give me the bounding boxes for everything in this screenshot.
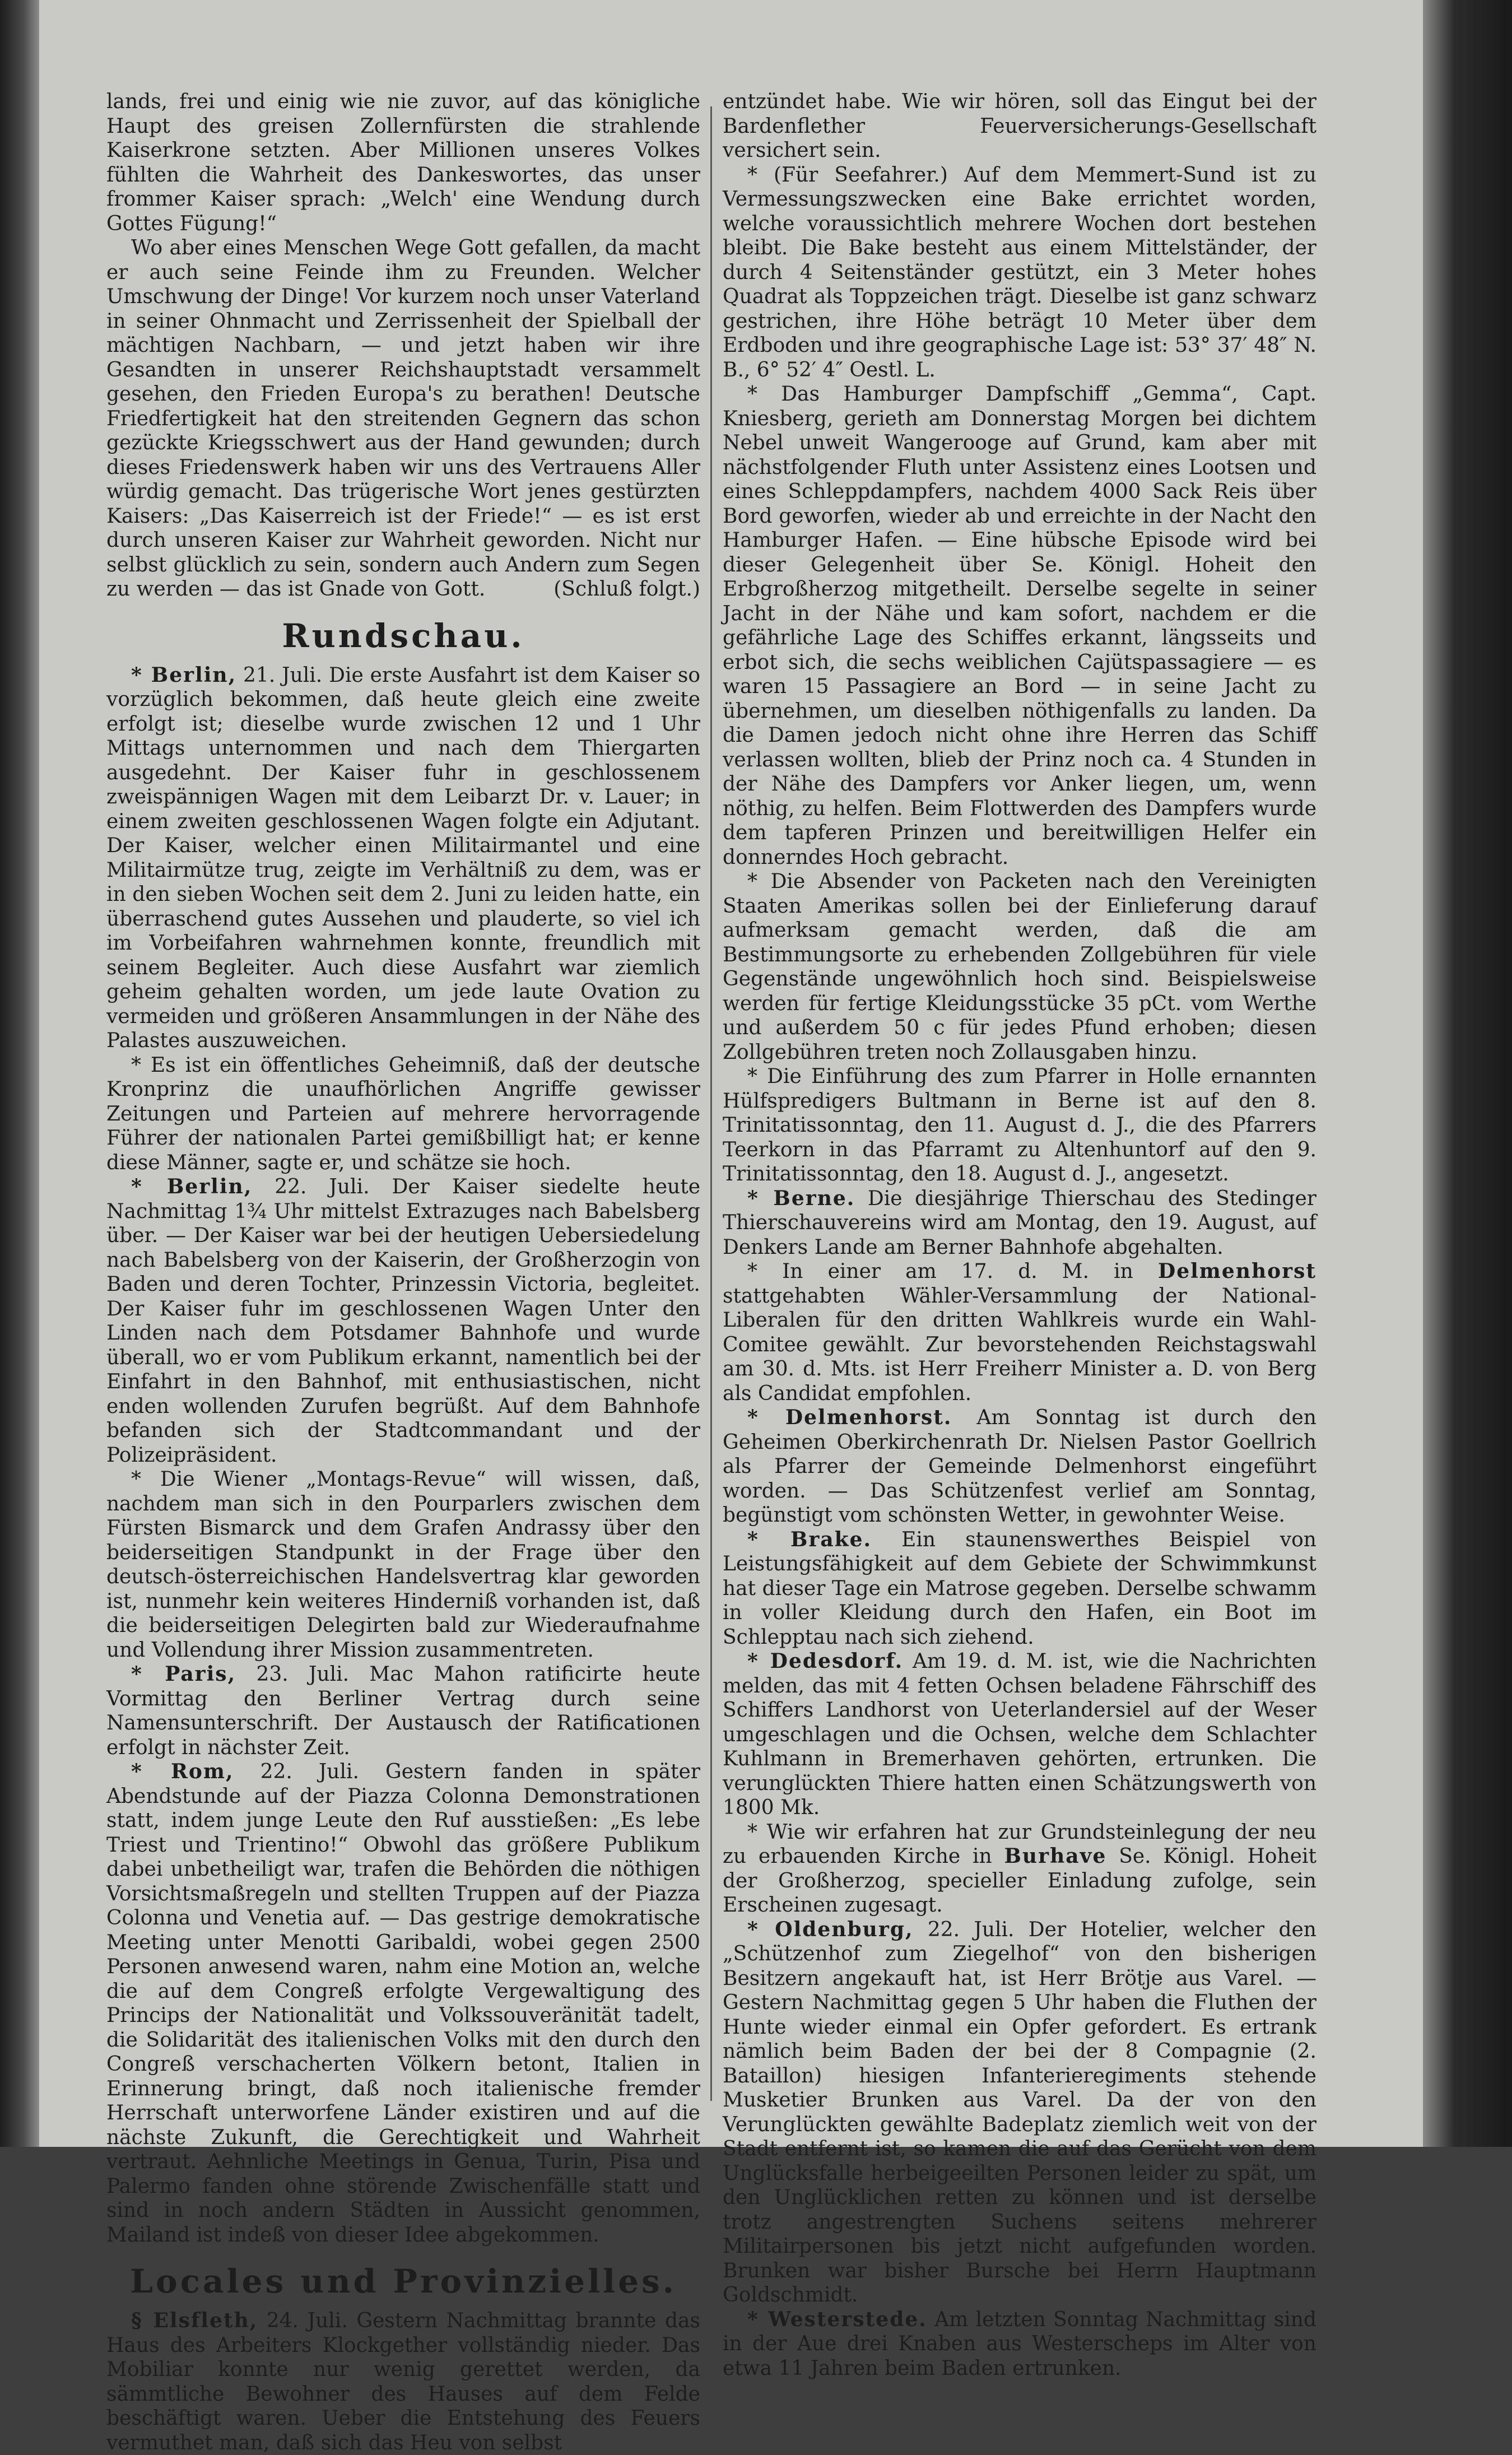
news-text: Am 19. d. M. ist, wie die Nachrichten melden, das mit 4 fetten Ochsen beladene Fährschiff des Schiffers Landhorst von Ueterlandersiel auf der Weser umgeschlagen und die Ochsen, welche dem Schlachter Kuhlmann in Bremerhaven gehörten, ertrunken. Die verunglückten Thiere hatten einen Schätzungswerth von 1800 Mk. xyxy=(723,1650,1316,1819)
dateline-place: * Oldenburg, xyxy=(747,1917,914,1941)
news-text: 22. Juli. Der Hotelier, welcher den „Schützenhof zum Ziegelhof“ von den bisherigen Besitzern angekauft hat, ist Herr Brötje aus Varel. — Gestern Nachmittag gegen 5 Uhr haben die Fluthen der Hunte wieder einmal ein Opfer gefordert. Es ertrank nämlich beim Baden der bei der 8 Compagnie (2. Bataillon) hiesigen Infanterieregiments stehende Musketier Brunken aus Varel. Da der von den Verunglückten gewählte Badeplatz ziemlich weit von der Stadt entfernt ist, so kamen die auf das Gerücht von dem Unglücksfalle herbeigeeilten Personen leider zu spät, um den Unglücklichen retten zu können und ist derselbe trotz angestrengten Suchens seitens mehrerer Militairpersonen bis jetzt nicht aufgefunden worden. Brunken war bisher Bursche bei Herrn Hauptmann Goldschmidt. xyxy=(723,1918,1316,2307)
news-text: 24. Juli. Gestern Nachmittag brannte das Haus des Arbeiters Klockgether vollständig nieder. Das Mobiliar konnte nur wenig gerettet werden, da sämmtliche Bewohner des Hauses auf dem Felde beschäftigt waren. Ueber die Entstehung des Feuers vermuthet man, daß sich das Heu von selbst xyxy=(106,2309,700,2454)
dateline-place: * Westerstede. xyxy=(747,2307,927,2331)
news-item xyxy=(723,1528,1316,1650)
right-column xyxy=(723,90,1316,2380)
dateline-place: * Rom, xyxy=(131,1760,234,1783)
news-text: stattgehabten Wähler-Versammlung der National-Liberalen für den dritten Wahlkreis wurde ein Wahl-Comitee gewählt. Zur bevorstehenden Reichstagswahl am 30. d. Mts. ist Herr Freiherr Minister a. D. von Berg als Candidat empfohlen. xyxy=(723,1284,1316,1405)
page-edge-shadow xyxy=(1423,0,1512,2147)
news-item: entzündet habe. Wie wir hören, soll das Eingut bei der Bardenflether Feuerversicherungs-Gesellschaft versichert sein. xyxy=(723,90,1316,162)
news-item: * Es ist ein öffentliches Geheimniß, daß der deutsche Kronprinz die unaufhörlichen Angriffe gewisser Zeitungen und Parteien auf mehrere hervorragende Führer der nationalen Partei gemißbilligt hat; er kenne diese Männer, sagte er, und schätze sie hoch. xyxy=(106,1053,700,1174)
article-paragraph xyxy=(106,236,700,602)
dateline-place: * Brake. xyxy=(747,1527,872,1551)
continuation-note: (Schluß folgt.) xyxy=(553,578,700,601)
dateline-place: * Berne. xyxy=(747,1186,855,1210)
news-text: 21. Juli. Die erste Ausfahrt ist dem Kaiser so vorzüglich bekommen, daß heute gleich eine zweite erfolgt ist; dieselbe wurde zwischen 12 und 1 Uhr Mittags unternommen und nach dem Thiergarten ausgedehnt. Der Kaiser fuhr in geschlossenem zweispännigen Wagen mit dem Leibarzt Dr. v. Lauer; in einem zweiten geschlossenen Wagen folgte ein Adjutant. Der Kaiser, welcher einen Militairmantel und eine Militairmütze trug, zeigte im Verhältniß zu dem, was er in den sieben Wochen seit dem 2. Juni zu leiden hatte, ein überraschend gutes Aussehen und plauderte, so viel ich im Vorbeifahren wahrnehmen konnte, freundlich mit seinem Begleiter. Auch diese Ausfahrt war ziemlich geheim gehalten worden, um jede laute Ovation zu vermeiden und größeren Ansammlungen in der Nähe des Palastes auszuweichen. xyxy=(106,663,700,1052)
news-text: 22. Juli. Gestern fanden in später Abendstunde auf der Piazza Colonna Demonstrationen statt, indem junge Leute den Ruf ausstießen: „Es lebe Triest und Trientino!“ Obwohl das größere Publikum dabei unbetheiligt war, trafen die Behörden die nöthigen Vorsichtsmaßregeln und stellten Truppen auf der Piazza Colonna und Venetia auf. — Das gestrige demokratische Meeting unter Menotti Garibaldi, wobei gegen 2500 Personen anwesend waren, nahm eine Motion an, welche die auf dem Congreß erfolgte Vergewaltigung des Princips der Nationalität und Volkssouveränität tadelt, die Solidarität des italienischen Volks mit den durch den Congreß verschacherten Völkern betont, Italien in Erinnerung bringt, daß noch italienische fremder Herrschaft unterworfene Länder existiren und auf die nächste Zukunft, die Gerechtigkeit und Wahrheit vertraut. Aehnliche Meetings in Genua, Turin, Pisa und Palermo fanden ohne störende Zwischenfälle statt und sind in noch andern Städten in Aussicht genommen, Mailand ist indeß von dieser Idee abgekommen. xyxy=(106,1760,700,2247)
article-text: Wo aber eines Menschen Wege Gott gefallen, da macht er auch seine Feinde ihm zu Freunden. Welcher Umschwung der Dinge! Vor kurzem noch unser Vaterland in seiner Ohnmacht und Zerrissenheit der Spielball der mächtigen Nachbarn, — und jetzt haben wir ihre Gesandten in unserer Reichshauptstadt versammelt gesehen, den Frieden Europa's zu berathen! Deutsche Friedfertigkeit hat den streitenden Gegnern das schon gezückte Kriegsschwert aus der Hand gewunden; durch dieses Friedenswerk haben wir uns des Vertrauens Aller würdig gemacht. Das trügerische Wort jenes gestürzten Kaisers: „Das Kaiserreich ist der Friede!“ — es ist erst durch unseren Kaiser zur Wahrheit geworden. Nicht nur selbst glücklich zu sein, sondern auch Andern zum Segen zu werden — das ist Gnade von Gott. xyxy=(106,236,700,601)
news-item xyxy=(106,663,700,1053)
news-item: * Die Wiener „Montags-Revue“ will wissen, daß, nachdem man sich in den Pourparlers zwischen dem Fürsten Bismarck und dem Grafen Andrassy über den beiderseitigen Standpunkt in der Frage über den deutsch-österreichischen Handelsvertrag klar geworden ist, nunmehr kein weiteres Hinderniß vorhanden ist, daß die beiderseitigen Delegirten bald zur Wiederaufnahme und Vollendung ihrer Mission zusammentreten. xyxy=(106,1468,700,1662)
column-divider xyxy=(710,106,712,2101)
dateline-place: Burhave xyxy=(1004,1844,1107,1868)
news-item xyxy=(723,1820,1316,1918)
news-item xyxy=(723,1918,1316,2308)
news-text: Am letzten Sonntag Nachmittag sind in der Aue drei Knaben aus Westerscheps im Alter von etwa 11 Jahren beim Baden ertrunken. xyxy=(723,2308,1317,2380)
news-item: * Das Hamburger Dampfschiff „Gemma“, Capt. Kniesberg, gerieth am Donnerstag Morgen bei dichtem Nebel unweit Wangerooge auf Grund, kam aber mit nächstfolgender Fluth unter Assistenz eines Lootsen und eines Schleppdampfers, nachdem 4000 Sack Reis über Bord geworfen, wieder ab und erreichte in der Nacht den Hamburger Hafen. — Eine hübsche Episode wird bei dieser Gelegenheit über Se. Königl. Hoheit den Erbgroßherzog mitgetheilt. Derselbe segelte in seiner Jacht in der Nähe und kam sofort, nachdem er die gefährliche Lage des Schiffes erkannt, längsseits und erbot sich, die sechs weiblichen Cajütspassagiere — es waren 15 Passagiere an Bord — in seine Jacht zu übernehmen, um dieselben nöthigenfalls zu landen. Da die Damen jedoch nicht ohne ihre Herren das Schiff verlassen wollten, blieb der Prinz noch ca. 4 Stunden in der Nähe des Dampfers vor Anker liegen, um, wenn nöthig, zu helfen. Beim Flottwerden des Dampfers wurde dem tapferen Prinzen und bereitwilligen Helfer ein donnerndes Hoch gebracht. xyxy=(723,383,1316,869)
news-item xyxy=(723,2308,1316,2381)
news-item xyxy=(106,1175,700,1467)
news-text: * In einer am 17. d. M. in xyxy=(747,1260,1133,1283)
news-text: * Wie wir erfahren hat zur Grundsteinlegung der neu zu erbauenden Kirche in xyxy=(723,1820,1316,1868)
news-item xyxy=(723,1259,1316,1406)
news-item xyxy=(106,2309,700,2455)
news-text: Ein staunenswerthes Beispiel von Leistungsfähigkeit auf dem Gebiete der Schwimmkunst hat dieser Tage ein Matrose gegeben. Derselbe schwamm in voller Kleidung durch den Hafen, ein Boot im Schlepptau nach sich ziehend. xyxy=(723,1528,1316,1649)
news-text: 22. Juli. Der Kaiser siedelte heute Nachmittag 1¾ Uhr mittelst Extrazuges nach Babelsberg über. — Der Kaiser war bei der heutigen Uebersiedelung nach Babelsberg von der Kaiserin, der Großherzogin von Baden und deren Tochter, Prinzessin Victoria, begleitet. Der Kaiser fuhr im geschlossenen Wagen Unter den Linden nach dem Potsdamer Bahnhofe und wurde überall, wo er vom Publikum erkannt, namentlich bei der Einfahrt in den Bahnhof, mit enthusiastischen, nicht enden wollenden Zurufen begrüßt. Auf dem Bahnhofe befanden sich der Stadtcommandant und der Polizeipräsident. xyxy=(106,1175,700,1467)
news-text: Die diesjährige Thierschau des Stedinger Thierschauvereins wird am Montag, den 19. August, auf Denkers Lande am Berner Bahnhofe abgehalten. xyxy=(723,1187,1316,1259)
news-item: * (Für Seefahrer.) Auf dem Memmert-Sund ist zu Vermessungszwecken eine Bake errichtet worden, welche voraussichtlich mehrere Wochen dort bestehen bleibt. Die Bake besteht aus einem Mittelständer, der durch 4 Seitenständer gestützt, ein 3 Meter hohes Quadrat als Toppzeichen trägt. Dieselbe ist ganz schwarz gestrichen, ihre Höhe beträgt 10 Meter über dem Erdboden und ihre geographische Lage ist: 53° 37′ 48″ N. B., 6° 52′ 4″ Oestl. L. xyxy=(723,163,1316,382)
left-column xyxy=(106,90,700,2455)
section-heading-locales: Locales und Provinzielles. xyxy=(130,2262,677,2300)
news-text: 23. Juli. Mac Mahon ratificirte heute Vormittag den Berliner Vertrag durch seine Namensunterschrift. Der Austausch der Ratificationen erfolgt in nächster Zeit. xyxy=(106,1663,700,1759)
dateline-place: * Dedesdorf. xyxy=(747,1649,904,1673)
section-heading-rundschau: Rundschau. xyxy=(282,616,525,655)
news-text: Se. Königl. Hoheit der Großherzog, specieller Einladung zufolge, sein Erscheinen zugesagt. xyxy=(723,1845,1317,1917)
news-text: Am Sonntag ist durch den Geheimen Oberkirchenrath Dr. Nielsen Pastor Goellrich als Pfarrer der Gemeinde Delmenhorst eingeführt worden. — Das Schützenfest verlief am Sonntag, begünstigt vom schönsten Wetter, in gewohnter Weise. xyxy=(723,1406,1316,1527)
dateline-place: * Berlin, xyxy=(131,1175,253,1198)
news-item xyxy=(723,1187,1316,1260)
dateline-place: Delmenhorst xyxy=(1157,1259,1316,1283)
article-paragraph: lands, frei und einig wie nie zuvor, auf das königliche Haupt des greisen Zollernfürsten die strahlende Kaiserkrone setzten. Aber Millionen unseres Volkes fühlten die Wahrheit des Dankeswortes, das unser frommer Kaiser sprach: „Welch' eine Wendung durch Gottes Fügung!“ xyxy=(106,90,700,235)
news-item: * Die Einführung des zum Pfarrer in Holle ernannten Hülfspredigers Bultmann in Berne ist auf den 8. Trinitatissonntag, den 11. August d. J., die des Pfarrers Teerkorn in das Pfarramt zu Altenhuntorf auf den 9. Trinitatissonntag, den 18. August d. J., angesetzt. xyxy=(723,1065,1316,1185)
dateline-place: * Delmenhorst. xyxy=(747,1406,952,1429)
news-item xyxy=(723,1406,1316,1528)
news-item xyxy=(723,1649,1316,1820)
dateline-place: § Elsfleth, xyxy=(131,2309,258,2332)
dateline-place: * Paris, xyxy=(131,1662,236,1686)
dateline-place: * Berlin, xyxy=(131,663,237,687)
news-item xyxy=(106,1662,700,1760)
news-item xyxy=(106,1760,700,2247)
news-item: * Die Absender von Packeten nach den Vereinigten Staaten Amerikas sollen bei der Einlieferung darauf aufmerksam gemacht werden, daß die am Bestimmungsorte zu erhebenden Zollgebühren für viele Gegenstände ungewöhnlich hoch sind. Beispielsweise werden für fertige Kleidungsstücke 35 pCt. vom Werthe und außerdem 50 c für jedes Pfund erhoben; diesen Zollgebühren treten noch Zollausgaben hinzu. xyxy=(723,870,1316,1064)
book-spine xyxy=(0,0,39,2147)
